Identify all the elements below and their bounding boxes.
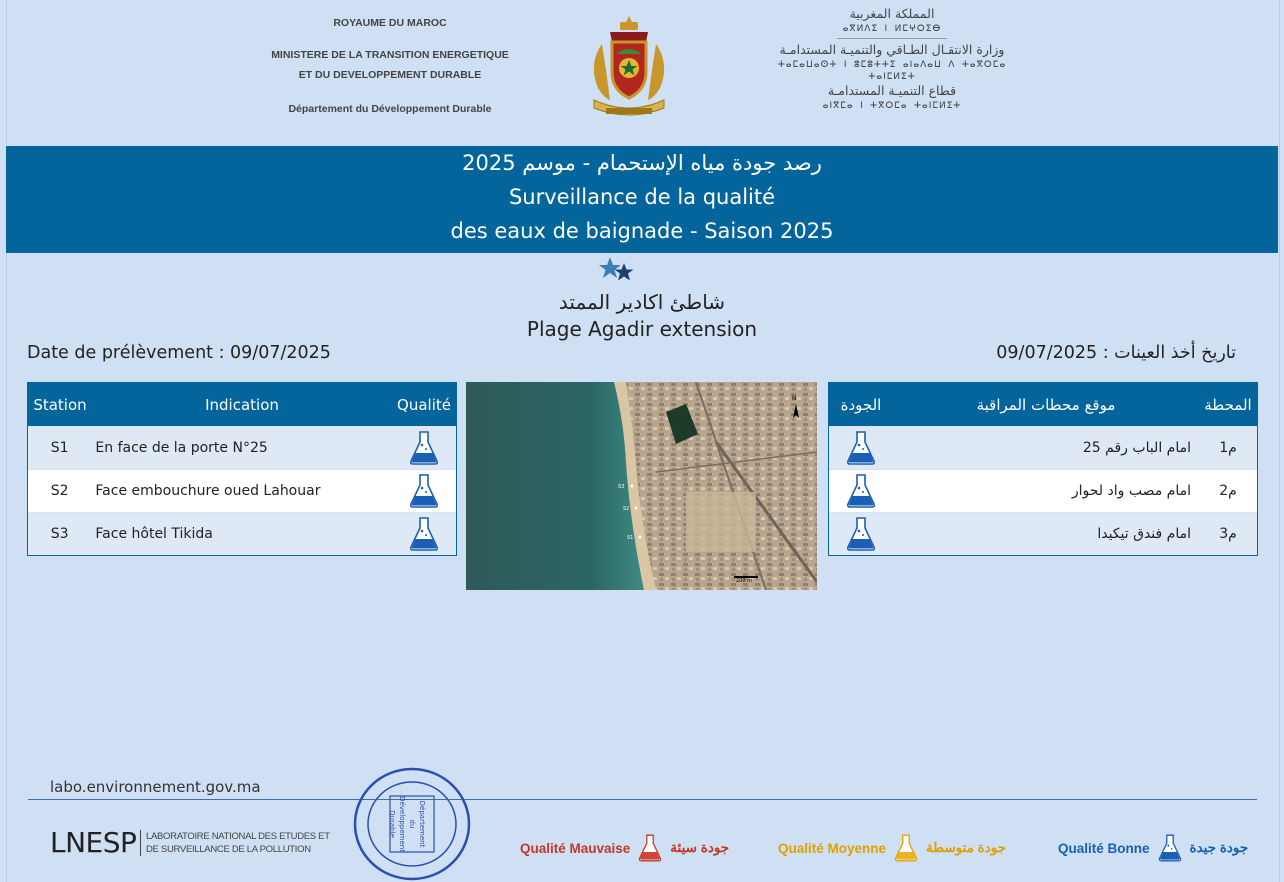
banner-title-fr-line2: des eaux de baignade - Saison 2025 [450,219,834,243]
station-indication: En face de la porte N°25 [95,440,268,456]
flask-bad-icon [638,834,662,862]
header-fr [262,14,518,115]
col-station: Station [33,395,87,414]
ministry-fr-line1: MINISTERE DE LA TRANSITION ENERGETIQUE [271,49,509,61]
banner-title-fr-line1: Surveillance de la qualité [508,185,776,209]
sampling-date-ar: تاريخ أخذ العينات : 09/07/2025 [996,343,1236,363]
map-label-s2: S2 [623,506,630,512]
map-label-s1: S1 [627,535,634,541]
station-code: S2 [50,483,69,499]
station-code: S3 [50,526,69,542]
lab-name-line2: DE SURVEILLANCE DE LA POLLUTION [146,844,311,855]
table-row [28,512,456,555]
quality-cell [829,431,893,465]
legend-medium-ar: جودة متوسطة [926,840,1007,855]
stations-table-fr [27,382,457,556]
kingdom-fr: ROYAUME DU MAROC [333,17,447,29]
ministry-tifinagh: ⵜⴰⵎⴰⵡⴰⵙⵜ ⵏ ⵓⵎⵓⵜⵜⵉ ⴰⵏⴰⴷⴰⵡ ⴷ ⵜⴰⴳⵔⵎⴰ ⵜⴰⵏⵎⵍⵉⵜ [777,59,1007,83]
department-fr: Département du Développement Durable [288,103,492,115]
quality-cell [393,474,456,508]
legend-medium [778,834,1006,862]
map-label-s3: S3 [618,484,625,490]
stamp-icon [352,766,472,882]
station-indication: Face hôtel Tikida [95,526,213,542]
table-row [829,512,1257,555]
table-row [829,426,1257,469]
table-row [28,426,456,469]
title-banner [6,146,1278,253]
kingdom-ar: المملكة المغربية [849,6,935,21]
banner-title-ar: رصد جودة مياه الإستحمام - موسم 2025 [462,151,822,175]
website-link[interactable]: labo.environnement.gov.ma [50,778,261,796]
legend-good-fr: Qualité Bonne [1058,840,1150,856]
kingdom-tifinagh: ⴰⴳⵍⴷⵉ ⵏ ⵍⵎⵖⵔⵉⴱ [842,23,942,34]
station-code: S1 [50,440,69,456]
header-ar [760,6,1024,112]
svg-text:Département: Département [418,800,426,848]
station-code: م3 [1219,526,1237,542]
royal-emblem-icon [580,14,678,122]
legend-medium-fr: Qualité Moyenne [778,840,887,856]
footer-divider [28,799,1257,800]
flask-icon [846,431,876,465]
station-code: م1 [1219,440,1237,456]
star-logo-icon [598,255,638,285]
col-quality: الجودة [840,395,882,414]
lab-name-line1: LABORATOIRE NATIONAL DES ETUDES ET [146,831,330,842]
col-indication: موقع محطات المراقبة [976,395,1116,414]
station-indication: امام مصب واد لحوار [1071,483,1191,499]
lab-name [140,830,330,856]
svg-text:du: du [408,819,416,829]
stations-table-ar [828,382,1258,556]
flask-icon [409,431,439,465]
flask-medium-icon [894,834,918,862]
table-row [28,469,456,512]
flask-good-icon [1158,834,1182,862]
flask-icon [409,474,439,508]
map-marker [639,536,642,539]
flask-icon [409,517,439,551]
station-indication: امام فندق تيكيدا [1097,526,1191,542]
quality-cell [393,431,456,465]
col-quality: Qualité [397,395,451,414]
satellite-map [466,382,817,590]
table-header [829,383,1257,426]
legend-bad-ar: جودة سيئة [670,840,730,855]
station-indication: Face embouchure oued Lahouar [95,483,321,499]
legend-good [1058,834,1248,862]
lab-logo: LNESP [50,826,137,859]
table-row [829,469,1257,512]
map-marker [631,485,634,488]
satellite-map-image [466,382,817,590]
map-marker [635,507,638,510]
ministry-ar: وزارة الانتقـال الطـاقي والتنميـة المستدامـة [779,42,1005,58]
legend-bad-fr: Qualité Mauvaise [520,840,631,856]
divider [837,38,947,39]
table-header [28,383,456,426]
north-label: N [792,395,797,402]
station-indication: امام الباب رقم 25 [1082,440,1191,456]
station-code: م2 [1219,483,1237,499]
legend-good-ar: جودة جيدة [1189,840,1249,855]
flask-icon [846,474,876,508]
department-ar: قطاع التنميـة المستدامـة [827,83,957,99]
beach-name-ar: شاطئ اكادير الممتد [558,290,726,314]
svg-text:Durable: Durable [388,810,396,838]
col-indication: Indication [205,395,279,414]
quality-cell [393,517,456,551]
flask-icon [846,517,876,551]
legend-bad [520,834,729,862]
col-station: المحطة [1204,395,1252,414]
beach-name-fr: Plage Agadir extension [526,317,758,341]
scale-label: 200 m [736,578,753,584]
quality-cell [829,474,893,508]
ministry-fr-line2: ET DU DEVELOPPEMENT DURABLE [298,69,482,81]
svg-text:Développement: Développement [398,796,406,852]
sampling-date-fr: Date de prélèvement : 09/07/2025 [27,343,331,363]
quality-cell [829,517,893,551]
department-tifinagh: ⴰⵏⴳⵎⴰ ⵏ ⵜⴳⵔⵎⴰ ⵜⴰⵏⵎⵍⵉⵜ [822,101,962,112]
